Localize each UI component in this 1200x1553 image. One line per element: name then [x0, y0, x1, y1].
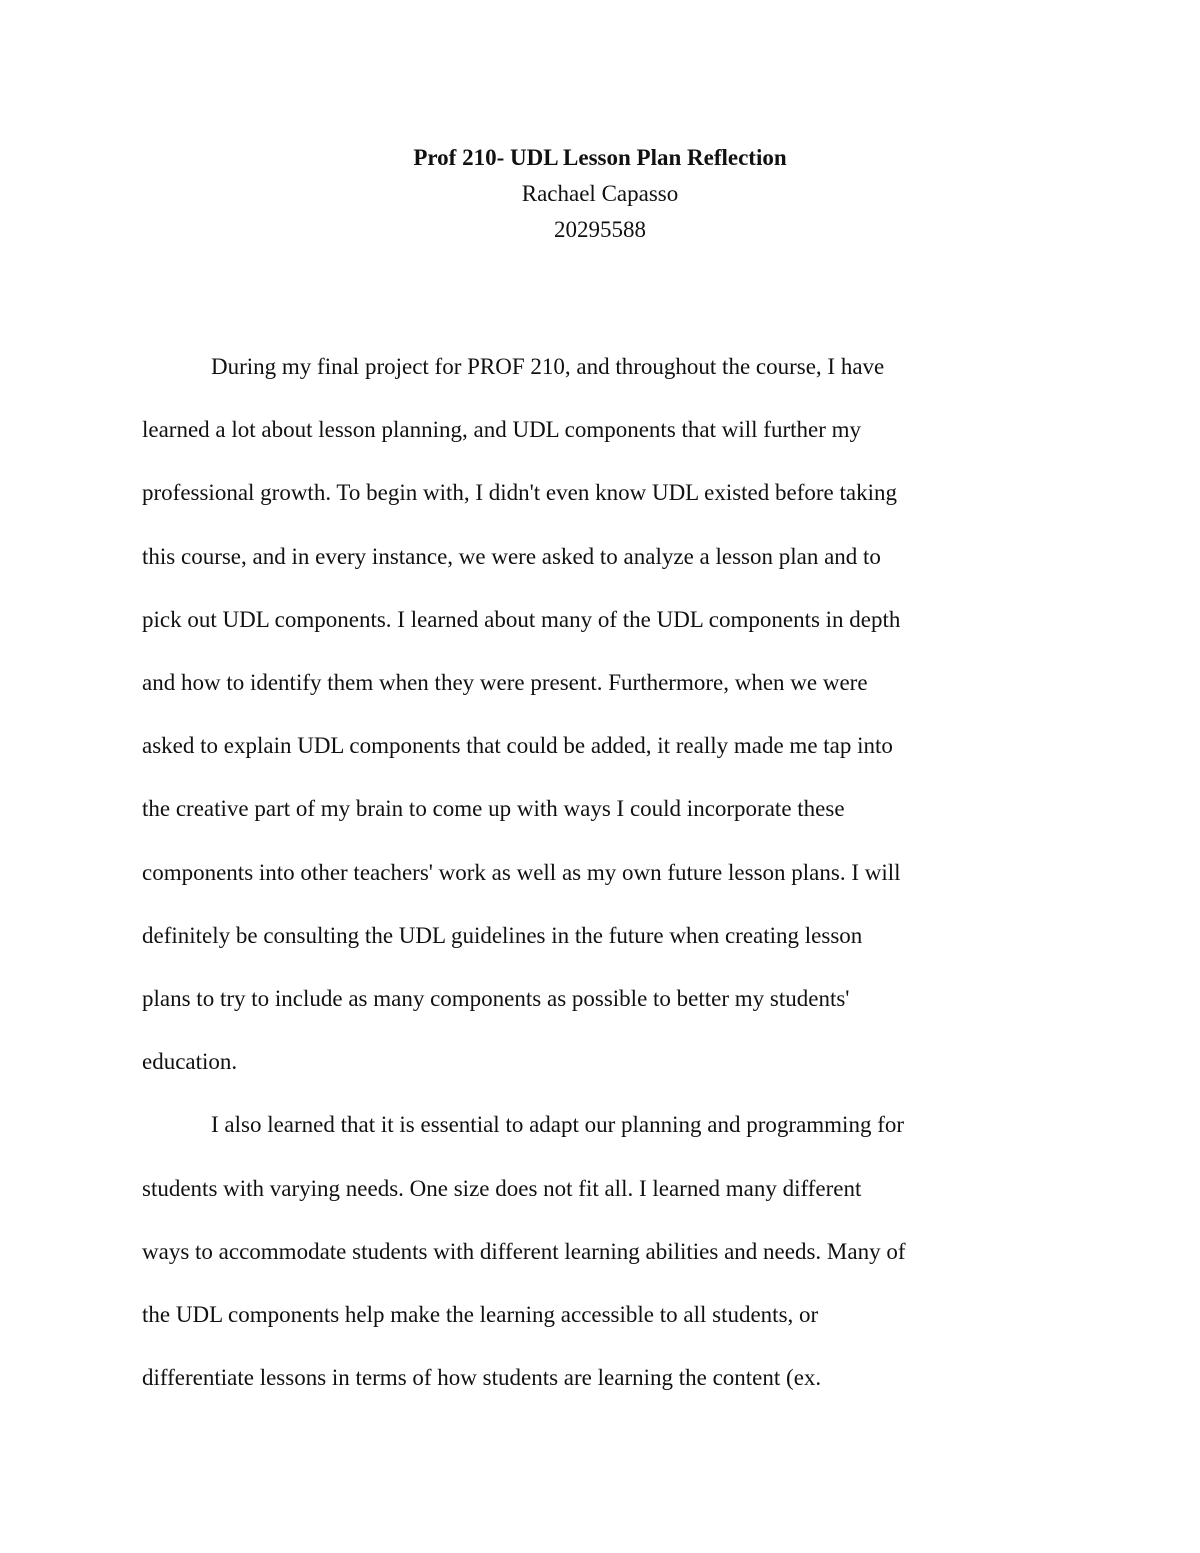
text-line: plans to try to include as many components as possible to better my students' — [142, 986, 850, 1012]
author-name: Rachael Capasso — [521, 181, 679, 206]
text-line: During my final project for PROF 210, and throughout the course, I have — [211, 354, 885, 379]
text-line: the UDL components help make the learning accessible to all students, or — [142, 1302, 819, 1328]
paragraph-2 — [142, 1093, 1058, 1409]
text-line: I also learned that it is essential to adapt our planning and programming for — [211, 1112, 905, 1138]
text-line: pick out UDL components. I learned about many of the UDL components in depth — [142, 606, 901, 632]
text-line: students with varying needs. One size does not fit all. I learned many different — [142, 1175, 862, 1201]
text-line: professional growth. To begin with, I didn't even know UDL existed before taking — [142, 480, 897, 506]
text-line: learned a lot about lesson planning, and UDL components that will further my — [142, 417, 862, 443]
text-line: this course, and in every instance, we were asked to analyze a lesson plan and to — [142, 543, 881, 569]
document-header — [0, 140, 1200, 248]
text-line: components into other teachers' work as well as my own future lesson plans. I will — [142, 859, 901, 885]
text-line: and how to identify them when they were present. Furthermore, when we were — [142, 670, 868, 696]
text-line: education. — [142, 1049, 238, 1075]
text-line: differentiate lessons in terms of how students are learning the content (ex. — [142, 1365, 822, 1391]
text-line: definitely be consulting the UDL guidelines in the future when creating lesson — [142, 922, 863, 948]
student-id: 20295588 — [554, 217, 646, 242]
text-line: the creative part of my brain to come up with ways I could incorporate these — [142, 796, 845, 822]
paragraph-1 — [142, 335, 1058, 1093]
document-title: Prof 210- UDL Lesson Plan Reflection — [413, 145, 787, 170]
text-line: ways to accommodate students with different learning abilities and needs. Many of — [142, 1238, 906, 1264]
text-line: asked to explain UDL components that could be added, it really made me tap into — [142, 733, 893, 759]
document-body — [142, 335, 1058, 1409]
